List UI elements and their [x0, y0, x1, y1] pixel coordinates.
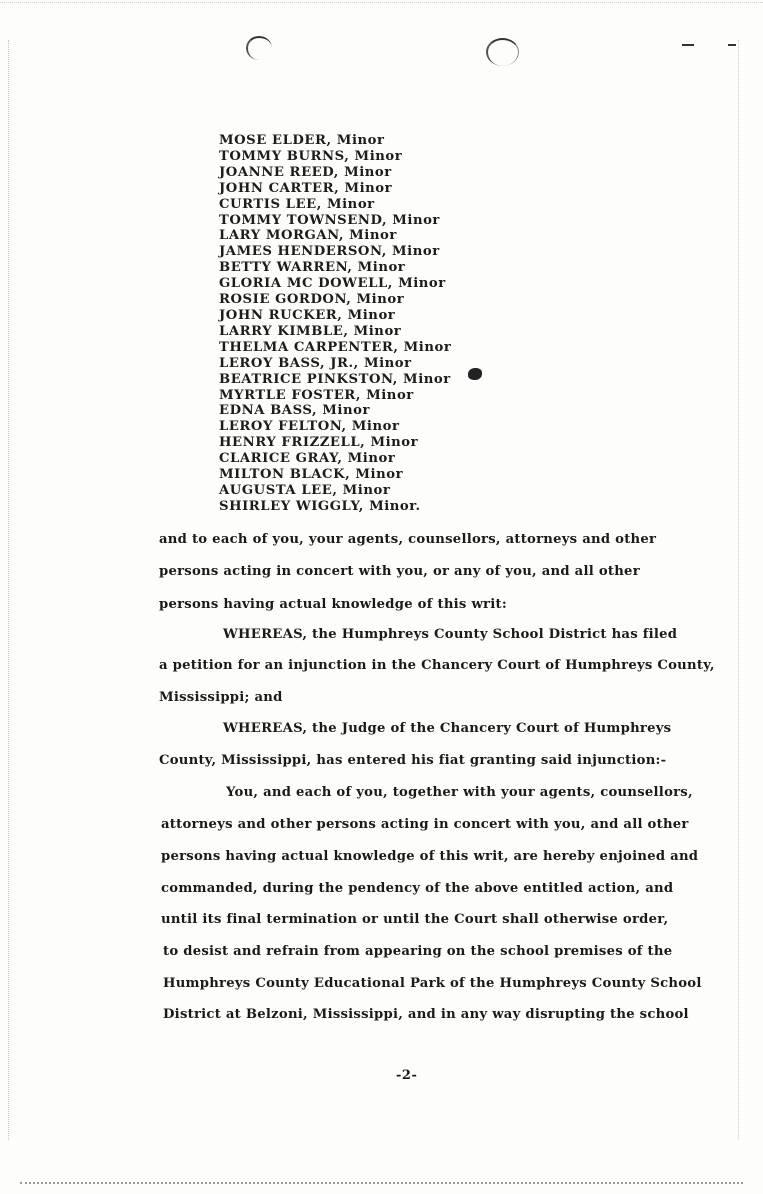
name-item: ROSIE GORDON, Minor: [219, 292, 405, 308]
page-number: -2-: [396, 1068, 418, 1083]
name-item: CURTIS LEE, Minor: [219, 196, 375, 212]
body-text-line: District at Belzoni, Mississippi, and in any way disrupting the school: [163, 1007, 689, 1022]
name-item: BETTY WARREN, Minor: [219, 260, 406, 276]
body-text-line: WHEREAS, the Judge of the Chancery Court of Humphreys: [223, 721, 672, 736]
name-item: JOANNE REED, Minor: [219, 164, 392, 180]
scan-mark: [682, 44, 694, 46]
name-item: JOHN RUCKER, Minor: [219, 307, 396, 323]
name-item: TOMMY TOWNSEND, Minor: [219, 212, 440, 228]
body-text-line: Humphreys County Educational Park of the Humphreys County School: [163, 976, 702, 991]
body-text-line: and to each of you, your agents, counsellors, attorneys and other: [159, 532, 657, 547]
name-item: LARY MORGAN, Minor: [219, 228, 397, 244]
body-text-line: County, Mississippi, has entered his fiat granting said injunction:-: [159, 753, 667, 768]
scan-edge-right: [732, 40, 739, 1140]
body-text-line: commanded, during the pendency of the above entitled action, and: [161, 881, 674, 896]
name-item: MILTON BLACK, Minor: [219, 467, 404, 483]
body-text-line: persons having actual knowledge of this writ, are hereby enjoined and: [161, 849, 699, 864]
name-item: HENRY FRIZZELL, Minor: [219, 435, 419, 451]
body-text-line: You, and each of you, together with your agents, counsellors,: [226, 785, 693, 800]
name-item: LARRY KIMBLE, Minor: [219, 323, 402, 339]
scan-mark: [728, 44, 736, 46]
ink-smudge: [468, 368, 482, 380]
defendant-name-list: [219, 133, 451, 515]
name-item: CLARICE GRAY, Minor: [219, 451, 396, 467]
name-item: MYRTLE FOSTER, Minor: [219, 387, 414, 403]
name-item: LEROY FELTON, Minor: [219, 419, 400, 435]
body-text-line: WHEREAS, the Humphreys County School District has filed: [223, 627, 678, 642]
body-text-line: until its final termination or until the Court shall otherwise order,: [161, 912, 669, 927]
name-item: GLORIA MC DOWELL, Minor: [219, 276, 446, 292]
scan-edge-left: [8, 40, 15, 1140]
name-item: JOHN CARTER, Minor: [219, 180, 393, 196]
name-item: BEATRICE PINKSTON, Minor: [219, 371, 451, 387]
name-item: LEROY BASS, JR., Minor: [219, 355, 412, 371]
body-text-line: to desist and refrain from appearing on the school premises of the: [163, 944, 673, 959]
body-text-line: attorneys and other persons acting in concert with you, and all other: [161, 817, 689, 832]
name-item: EDNA BASS, Minor: [219, 403, 370, 419]
name-item: SHIRLEY WIGGLY, Minor.: [219, 498, 421, 514]
punch-hole-mark-right: [486, 38, 519, 66]
punch-hole-mark-left: [246, 36, 272, 60]
name-item: JAMES HENDERSON, Minor: [219, 244, 440, 260]
name-item: AUGUSTA LEE, Minor: [219, 482, 391, 498]
name-item: TOMMY BURNS, Minor: [219, 148, 403, 164]
scan-edge-top: [0, 2, 763, 5]
name-item: THELMA CARPENTER, Minor: [219, 339, 452, 355]
body-text-line: persons acting in concert with you, or any of you, and all other: [159, 564, 640, 579]
body-text-line: a petition for an injunction in the Chancery Court of Humphreys County,: [159, 658, 715, 673]
scan-edge-bottom: [20, 1182, 743, 1187]
body-text-line: Mississippi; and: [159, 690, 283, 705]
body-text-line: persons having actual knowledge of this writ:: [159, 597, 507, 612]
name-item: MOSE ELDER, Minor: [219, 133, 385, 148]
